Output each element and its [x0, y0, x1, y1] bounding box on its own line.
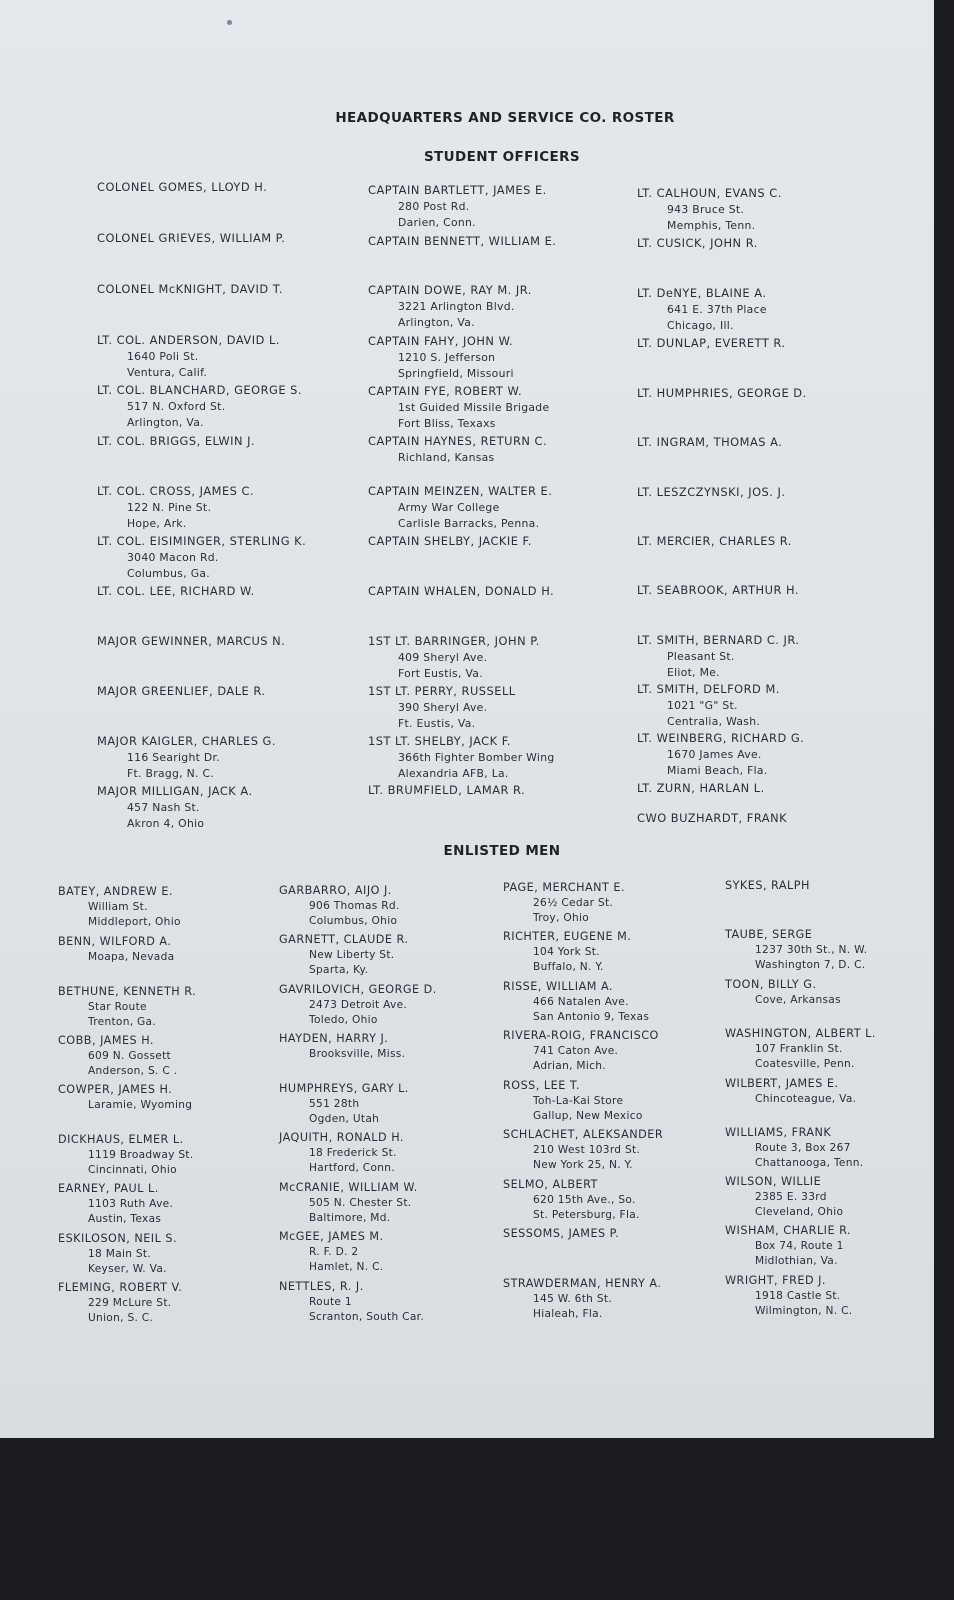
enlisted-name: DICKHAUS, ELMER L. [58, 1133, 184, 1146]
officer-name: MAJOR GREENLIEF, DALE R. [97, 684, 266, 698]
enlisted-name: SESSOMS, JAMES P. [503, 1227, 620, 1240]
officer-name: COLONEL GRIEVES, WILLIAM P. [97, 231, 286, 245]
enlisted-entry [279, 1081, 409, 1128]
officer-address-line: Fort Eustis, Va. [398, 666, 483, 680]
officer-entry [97, 684, 266, 700]
officer-name: LT. CALHOUN, EVANS C. [637, 186, 782, 200]
enlisted-name: TAUBE, SERGE [725, 928, 813, 941]
enlisted-address-line: 210 West 103rd St. [533, 1143, 641, 1156]
officer-name: LT. COL. BLANCHARD, GEORGE S. [97, 383, 303, 397]
officer-entry [637, 386, 807, 402]
enlisted-name: WISHAM, CHARLIE R. [725, 1224, 852, 1237]
officer-name: MAJOR MILLIGAN, JACK A. [97, 784, 253, 798]
officer-entry [368, 283, 532, 330]
enlisted-address-line: Ogden, Utah [309, 1113, 380, 1126]
enlisted-address-line: 1918 Castle St. [755, 1289, 841, 1302]
enlisted-address-line: R. F. D. 2 [309, 1245, 359, 1258]
officer-address-line: Columbus, Ga. [127, 566, 211, 580]
officer-name: LT. COL. ANDERSON, DAVID L. [97, 333, 280, 347]
enlisted-name: BETHUNE, KENNETH R. [58, 985, 197, 998]
officer-entry [637, 534, 792, 550]
officer-address-line: 641 E. 37th Place [667, 302, 767, 316]
officer-entry [637, 186, 782, 233]
officer-entry [368, 183, 547, 230]
enlisted-name: SYKES, RALPH [725, 879, 810, 892]
officer-name: CAPTAIN DOWE, RAY M. JR. [368, 283, 532, 297]
enlisted-entry [503, 1078, 643, 1125]
enlisted-address-line: 18 Frederick St. [309, 1146, 397, 1159]
officer-address-line: 366th Fighter Bomber Wing [398, 750, 555, 764]
enlisted-address-line: Austin, Texas [88, 1213, 162, 1226]
officer-address-line: Army War College [398, 500, 500, 514]
enlisted-address-line: Gallup, New Mexico [533, 1110, 643, 1123]
officer-entry [368, 783, 525, 799]
officer-entry [368, 334, 514, 381]
enlisted-name: GARNETT, CLAUDE R. [279, 933, 409, 946]
officer-name: CAPTAIN SHELBY, JACKIE F. [368, 534, 532, 548]
officer-name: LT. COL. CROSS, JAMES C. [97, 484, 255, 498]
enlisted-address-line: New York 25, N. Y. [533, 1159, 633, 1172]
enlisted-entry [725, 1273, 852, 1320]
officer-address-line: Springfield, Missouri [398, 366, 514, 380]
officer-name: LT. SMITH, DELFORD M. [637, 682, 780, 696]
enlisted-name: HUMPHREYS, GARY L. [279, 1082, 409, 1095]
enlisted-name: WRIGHT, FRED J. [725, 1274, 826, 1287]
officer-entry [637, 435, 782, 451]
enlisted-address-line: 741 Caton Ave. [533, 1044, 619, 1057]
enlisted-name: McCRANIE, WILLIAM W. [279, 1181, 418, 1194]
enlisted-address-line: Anderson, S. C . [88, 1065, 178, 1078]
enlisted-address-line: Laramie, Wyoming [88, 1098, 193, 1111]
enlisted-name: HAYDEN, HARRY J. [279, 1032, 389, 1045]
enlisted-address-line: Adrian, Mich. [533, 1060, 606, 1073]
officer-address-line: Pleasant St. [667, 649, 735, 663]
enlisted-address-line: Midlothian, Va. [755, 1255, 838, 1268]
officer-address-line: 1st Guided Missile Brigade [398, 400, 550, 414]
officer-name: LT. COL. EISIMINGER, STERLING K. [97, 534, 307, 548]
enlisted-name: STRAWDERMAN, HENRY A. [503, 1277, 662, 1290]
officer-address-line: Akron 4, Ohio [127, 816, 205, 830]
officer-entry [97, 231, 285, 247]
enlisted-entry [58, 984, 196, 1031]
enlisted-name: SCHLACHET, ALEKSANDER [503, 1128, 664, 1141]
officer-address-line: Ft. Bragg, N. C. [127, 766, 215, 780]
enlisted-address-line: 906 Thomas Rd. [309, 899, 400, 912]
officer-entry [637, 286, 767, 333]
officer-address-line: Richland, Kansas [398, 450, 495, 464]
enlisted-address-line: 466 Natalen Ave. [533, 995, 629, 1008]
enlisted-address-line: Route 3, Box 267 [755, 1141, 851, 1154]
officer-entry [97, 333, 280, 380]
enlisted-entry [58, 1231, 177, 1278]
enlisted-entry [279, 1031, 405, 1062]
enlisted-entry [725, 927, 867, 974]
enlisted-entry [503, 1127, 663, 1174]
officer-entry [368, 684, 516, 731]
officer-entry [97, 784, 253, 831]
officer-entry [368, 584, 554, 600]
enlisted-address-line: Sparta, Ky. [309, 964, 369, 977]
enlisted-entry [725, 1174, 843, 1221]
enlisted-address-line: 145 W. 6th St. [533, 1292, 613, 1305]
enlisted-entry [279, 1130, 404, 1177]
enlisted-name: WILBERT, JAMES E. [725, 1077, 839, 1090]
enlisted-entry [58, 884, 181, 931]
enlisted-entry [725, 1223, 851, 1270]
enlisted-entry [725, 1026, 876, 1073]
officer-address-line: 943 Bruce St. [667, 202, 745, 216]
officer-address-line: 457 Nash St. [127, 800, 200, 814]
enlisted-address-line: Star Route [88, 1000, 147, 1013]
officers-heading: STUDENT OFFICERS [423, 149, 581, 165]
officer-name: LT. SEABROOK, ARTHUR H. [637, 583, 799, 597]
officer-address-line: 280 Post Rd. [398, 199, 470, 213]
enlisted-name: PAGE, MERCHANT E. [503, 881, 626, 894]
officer-name: 1ST LT. PERRY, RUSSELL [368, 684, 516, 698]
enlisted-entry [503, 1028, 659, 1075]
officer-address-line: Arlington, Va. [398, 315, 475, 329]
enlisted-entry [279, 1279, 424, 1326]
enlisted-entry [279, 982, 437, 1029]
officer-address-line: 409 Sheryl Ave. [398, 650, 488, 664]
officer-name: CAPTAIN BARTLETT, JAMES E. [368, 183, 547, 197]
officer-address-line: Fort Bliss, Texaxs [398, 416, 496, 430]
officer-entry [637, 811, 787, 827]
enlisted-entry [58, 1132, 194, 1179]
enlisted-address-line: Cincinnati, Ohio [88, 1164, 177, 1177]
enlisted-entry [58, 1033, 177, 1080]
enlisted-name: ROSS, LEE T. [503, 1079, 580, 1092]
enlisted-name: TOON, BILLY G. [725, 978, 817, 991]
enlisted-entry [725, 977, 841, 1008]
enlisted-entry [503, 1276, 661, 1323]
enlisted-address-line: Moapa, Nevada [88, 950, 175, 963]
enlisted-address-line: Brooksville, Miss. [309, 1047, 406, 1060]
enlisted-name: RICHTER, EUGENE M. [503, 930, 632, 943]
officer-entry [368, 484, 552, 531]
officer-address-line: Alexandria AFB, La. [398, 766, 509, 780]
officer-name: CAPTAIN BENNETT, WILLIAM E. [368, 234, 557, 248]
enlisted-name: BATEY, ANDREW E. [58, 885, 174, 898]
enlisted-name: RISSE, WILLIAM A. [503, 980, 613, 993]
officer-name: LT. CUSICK, JOHN R. [637, 236, 758, 250]
enlisted-address-line: Toledo, Ohio [309, 1014, 378, 1027]
officer-entry [97, 180, 267, 196]
officer-address-line: 1210 S. Jefferson [398, 350, 496, 364]
officer-address-line: Chicago, Ill. [667, 318, 734, 332]
officer-entry [97, 734, 276, 781]
enlisted-address-line: Chincoteague, Va. [755, 1092, 857, 1105]
officer-address-line: Eliot, Me. [667, 665, 720, 679]
enlisted-entry [725, 878, 810, 894]
enlisted-name: GAVRILOVICH, GEORGE D. [279, 983, 437, 996]
officer-name: MAJOR KAIGLER, CHARLES G. [97, 734, 276, 748]
officer-address-line: Arlington, Va. [127, 415, 204, 429]
enlisted-entry [503, 1226, 619, 1242]
officer-entry [368, 234, 556, 250]
officer-name: CAPTAIN HAYNES, RETURN C. [368, 434, 548, 448]
officer-entry [637, 236, 758, 252]
enlisted-address-line: New Liberty St. [309, 948, 395, 961]
officer-name: COLONEL McKNIGHT, DAVID T. [97, 282, 283, 296]
officer-name: LT. COL. LEE, RICHARD W. [97, 584, 255, 598]
enlisted-address-line: Cove, Arkansas [755, 993, 841, 1006]
enlisted-name: RIVERA-ROIG, FRANCISCO [503, 1029, 659, 1042]
officer-address-line: 3040 Macon Rd. [127, 550, 219, 564]
officer-entry [368, 734, 555, 781]
officer-address-line: 3221 Arlington Blvd. [398, 299, 515, 313]
officer-address-line: Memphis, Tenn. [667, 218, 756, 232]
page-title: HEADQUARTERS AND SERVICE CO. ROSTER [335, 110, 675, 126]
officer-name: MAJOR GEWINNER, MARCUS N. [97, 634, 286, 648]
officer-address-line: Miami Beach, Fla. [667, 763, 768, 777]
enlisted-name: EARNEY, PAUL L. [58, 1182, 159, 1195]
officer-name: LT. MERCIER, CHARLES R. [637, 534, 792, 548]
officer-name: COLONEL GOMES, LLOYD H. [97, 180, 268, 194]
officer-entry [637, 336, 786, 352]
enlisted-entry [279, 1180, 418, 1227]
officer-address-line: 122 N. Pine St. [127, 500, 212, 514]
officer-name: LT. ZURN, HARLAN L. [637, 781, 765, 795]
enlisted-address-line: Hartford, Conn. [309, 1162, 395, 1175]
officer-name: CAPTAIN FAHY, JOHN W. [368, 334, 514, 348]
officer-entry [368, 534, 532, 550]
punch-dot [227, 20, 232, 25]
officer-name: CAPTAIN MEINZEN, WALTER E. [368, 484, 553, 498]
enlisted-address-line: 505 N. Chester St. [309, 1196, 412, 1209]
officer-entry [368, 634, 540, 681]
enlisted-entry [279, 883, 400, 930]
enlisted-name: SELMO, ALBERT [503, 1178, 598, 1191]
enlisted-address-line: Cleveland, Ohio [755, 1206, 844, 1219]
officer-entry [97, 484, 254, 531]
enlisted-address-line: Union, S. C. [88, 1312, 154, 1325]
enlisted-address-line: 1103 Ruth Ave. [88, 1197, 174, 1210]
officer-name: LT. DUNLAP, EVERETT R. [637, 336, 786, 350]
enlisted-address-line: Trenton, Ga. [88, 1016, 157, 1029]
enlisted-entry [279, 932, 408, 979]
enlisted-name: COBB, JAMES H. [58, 1034, 154, 1047]
enlisted-address-line: Keyser, W. Va. [88, 1263, 167, 1276]
officer-name: 1ST LT. SHELBY, JACK F. [368, 734, 512, 748]
enlisted-address-line: Chattanooga, Tenn. [755, 1157, 864, 1170]
officer-name: LT. HUMPHRIES, GEORGE D. [637, 386, 807, 400]
enlisted-address-line: 18 Main St. [88, 1247, 152, 1260]
enlisted-address-line: Scranton, South Car. [309, 1311, 424, 1324]
officer-address-line: 1640 Poli St. [127, 349, 199, 363]
enlisted-address-line: Buffalo, N. Y. [533, 961, 604, 974]
enlisted-address-line: 107 Franklin St. [755, 1042, 843, 1055]
enlisted-address-line: Hialeah, Fla. [533, 1308, 603, 1321]
enlisted-entry [58, 1082, 192, 1113]
enlisted-name: WASHINGTON, ALBERT L. [725, 1027, 876, 1040]
enlisted-address-line: 2385 E. 33rd [755, 1190, 827, 1203]
officer-entry [97, 383, 302, 430]
officer-name: 1ST LT. BARRINGER, JOHN P. [368, 634, 540, 648]
enlisted-address-line: Baltimore, Md. [309, 1212, 391, 1225]
enlisted-entry [503, 979, 649, 1026]
officer-entry [97, 434, 255, 450]
enlisted-address-line: Washington 7, D. C. [755, 959, 866, 972]
enlisted-name: NETTLES, R. J. [279, 1280, 364, 1293]
officer-name: CAPTAIN FYE, ROBERT W. [368, 384, 523, 398]
enlisted-entry [503, 880, 625, 927]
officer-name: CWO BUZHARDT, FRANK [637, 811, 788, 825]
officer-address-line: 390 Sheryl Ave. [398, 700, 488, 714]
enlisted-entry [503, 929, 631, 976]
enlisted-address-line: Route 1 [309, 1295, 352, 1308]
enlisted-name: ESKILOSON, NEIL S. [58, 1232, 178, 1245]
enlisted-name: GARBARRO, AIJO J. [279, 884, 392, 897]
enlisted-entry [58, 934, 174, 965]
officer-entry [637, 633, 800, 680]
enlisted-entry [725, 1125, 863, 1172]
enlisted-entry [58, 1181, 173, 1228]
officer-address-line: Hope, Ark. [127, 516, 187, 530]
officer-name: LT. DeNYE, BLAINE A. [637, 286, 767, 300]
enlisted-address-line: Toh-La-Kai Store [533, 1094, 624, 1107]
enlisted-address-line: Box 74, Route 1 [755, 1239, 844, 1252]
enlisted-address-line: Middleport, Ohio [88, 916, 181, 929]
officer-entry [97, 534, 306, 581]
officer-address-line: Ft. Eustis, Va. [398, 716, 476, 730]
officer-address-line: 517 N. Oxford St. [127, 399, 226, 413]
enlisted-address-line: Coatesville, Penn. [755, 1058, 855, 1071]
officer-address-line: Ventura, Calif. [127, 365, 208, 379]
officer-entry [637, 485, 786, 501]
officer-entry [637, 731, 804, 778]
enlisted-address-line: St. Petersburg, Fla. [533, 1209, 640, 1222]
officer-name: LT. LESZCZYNSKI, JOS. J. [637, 485, 786, 499]
enlisted-address-line: 2473 Detroit Ave. [309, 998, 408, 1011]
officer-address-line: Centralia, Wash. [667, 714, 761, 728]
enlisted-entry [58, 1280, 182, 1327]
enlisted-address-line: Troy, Ohio [533, 912, 589, 925]
enlisted-address-line: 609 N. Gossett [88, 1049, 172, 1062]
officer-entry [97, 282, 283, 298]
enlisted-address-line: William St. [88, 900, 148, 913]
enlisted-name: WILSON, WILLIE [725, 1175, 822, 1188]
officer-name: LT. INGRAM, THOMAS A. [637, 435, 783, 449]
enlisted-address-line: 1119 Broadway St. [88, 1148, 194, 1161]
enlisted-entry [725, 1076, 856, 1107]
officer-entry [368, 434, 547, 466]
enlisted-entry [503, 1177, 640, 1224]
enlisted-address-line: 229 McLure St. [88, 1296, 172, 1309]
enlisted-address-line: Columbus, Ohio [309, 915, 398, 928]
enlisted-name: McGEE, JAMES M. [279, 1230, 384, 1243]
officer-address-line: Darien, Conn. [398, 215, 476, 229]
officer-entry [97, 584, 255, 600]
enlisted-address-line: 104 York St. [533, 945, 600, 958]
officer-entry [97, 634, 285, 650]
officer-name: LT. COL. BRIGGS, ELWIN J. [97, 434, 256, 448]
enlisted-name: BENN, WILFORD A. [58, 935, 172, 948]
officer-entry [637, 583, 799, 599]
enlisted-address-line: 551 28th [309, 1097, 360, 1110]
enlisted-name: WILLIAMS, FRANK [725, 1126, 832, 1139]
enlisted-address-line: Wilmington, N. C. [755, 1305, 853, 1318]
enlisted-address-line: San Antonio 9, Texas [533, 1011, 650, 1024]
officer-address-line: 1670 James Ave. [667, 747, 762, 761]
officer-name: LT. BRUMFIELD, LAMAR R. [368, 783, 526, 797]
officer-address-line: 1021 "G" St. [667, 698, 738, 712]
enlisted-address-line: 26½ Cedar St. [533, 896, 614, 909]
officer-entry [368, 384, 549, 431]
officer-address-line: Carlisle Barracks, Penna. [398, 516, 540, 530]
enlisted-name: COWPER, JAMES H. [58, 1083, 173, 1096]
enlisted-heading: ENLISTED MEN [443, 843, 561, 859]
officer-name: LT. WEINBERG, RICHARD G. [637, 731, 805, 745]
officer-entry [637, 682, 780, 729]
officer-address-line: 116 Searight Dr. [127, 750, 220, 764]
enlisted-name: JAQUITH, RONALD H. [279, 1131, 404, 1144]
enlisted-name: FLEMING, ROBERT V. [58, 1281, 183, 1294]
enlisted-address-line: Hamlet, N. C. [309, 1261, 384, 1274]
officer-entry [637, 781, 765, 797]
enlisted-address-line: 1237 30th St., N. W. [755, 943, 868, 956]
officer-name: LT. SMITH, BERNARD C. JR. [637, 633, 800, 647]
enlisted-entry [279, 1229, 384, 1276]
officer-name: CAPTAIN WHALEN, DONALD H. [368, 584, 555, 598]
enlisted-address-line: 620 15th Ave., So. [533, 1193, 636, 1206]
